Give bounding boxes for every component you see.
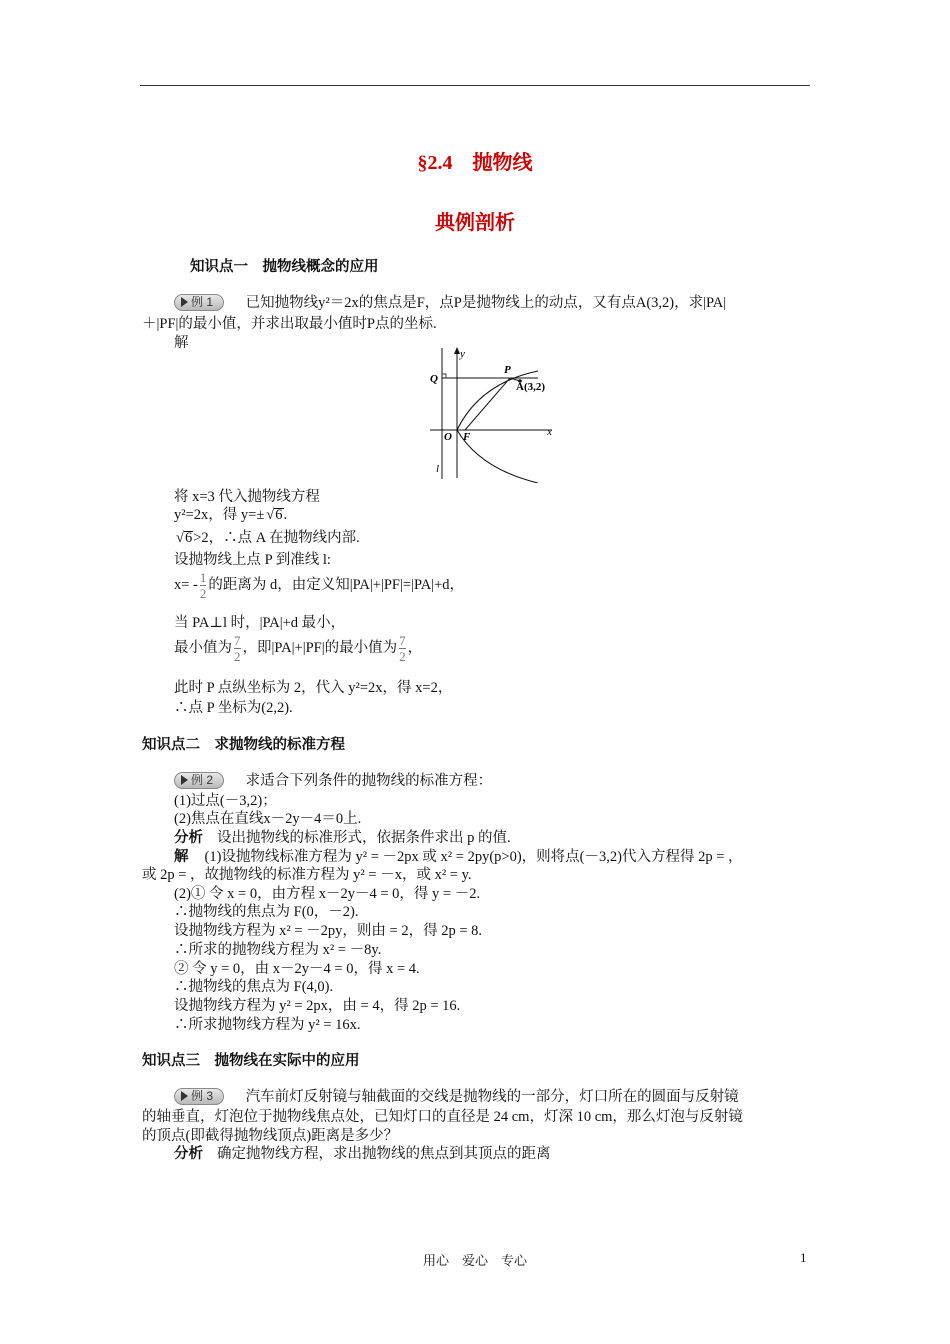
kp2-sol-line3: (2)① 令 x = 0，由方程 x－2y－4 = 0，得 y = －2. [174,886,481,902]
kp2-sol-line6: ∴所求的抛物线方程为 x² = －8y. [174,942,382,958]
kp2-sol-line10: ∴所求抛物线方程为 y² = 16x. [174,1017,361,1033]
section-subtitle: 典例剖析 [435,212,515,234]
play-icon [181,1091,188,1101]
kp3-heading: 知识点三 抛物线在实际中的应用 [142,1053,360,1069]
pf-segment [465,378,510,430]
kp2-q1: (1)过点(－3,2)； [174,793,277,809]
kp1-question-line2: ＋|PF|的最小值，并求出取最小值时P点的坐标. [142,316,437,332]
kp2-q2: (2)焦点在直线x－2y－4＝0上. [174,811,362,827]
kp3-analysis: 分析 确定抛物线方程，求出抛物线的焦点到其顶点的距离 [174,1146,551,1162]
header-rule [140,85,810,86]
example-badge: 例 3 [174,1088,224,1105]
kp2-heading: 知识点二 求抛物线的标准方程 [142,737,345,753]
kp1-heading: 知识点一 抛物线概念的应用 [190,259,379,275]
kp1-step9: ∴点 P 坐标为(2,2). [174,700,293,716]
kp2-analysis: 分析 设出抛物线的标准形式，依据条件求出 p 的值. [174,830,511,846]
kp2-sol-line8: ∴抛物线的焦点为 F(4,0). [174,979,334,995]
kp1-step6: 当 PA⊥l 时，|PA|+d 最小， [174,615,346,631]
label-o: O [444,431,452,443]
label-q: Q [430,373,438,385]
parabola-figure [420,343,570,483]
label-x: x [547,426,552,438]
label-f: F [463,431,471,443]
kp1-step4: 设抛物线上点 P 到准线 l: [174,552,331,568]
kp2-sol-line7: ② 令 y = 0，由 x－2y－4 = 0，得 x = 4. [174,961,420,977]
kp2-sol-line5: 设抛物线方程为 x² = －2py，则由 = 2，得 2p = 8. [174,923,483,939]
kp1-solution-label: 解 [174,335,189,351]
play-icon [181,775,188,785]
kp2-question: 例 2 求适合下列条件的抛物线的标准方程： [174,769,492,790]
kp1-step8: 此时 P 点纵坐标为 2，代入 y²=2x，得 x=2， [174,680,453,696]
kp1-step2: y²=2x，得 y=±√ 6. [174,503,287,524]
label-l: l [436,463,440,475]
kp3-question-line3: 的顶点(即截得抛物线顶点)距离是多少？ [142,1128,399,1144]
page-number: 1 [800,1250,807,1265]
kp1-step7: 最小值为 $\frac{7}{2}$ ，即|PA|+|PF|的最小值为 $\frac{7}{2}$ ， [174,633,423,664]
footer-text: 用心 爱心 专心 [422,1253,527,1268]
kp1-step1: 将 x=3 代入抛物线方程 [174,489,320,505]
kp3-question-line1: 例 3 汽车前灯反射镜与轴截面的交线是抛物线的一部分，灯口所在的圆面与反射镜 [174,1085,739,1106]
section-title: §2.4 抛物线 [417,152,533,174]
kp2-sol-line2: 或 2p = ，故抛物线的标准方程为 y² = －x，或 x² = y. [142,867,472,883]
play-icon [181,297,188,307]
kp1-step5: x= - $\frac{1}{2}$ 的距离为 d，由定义知|PA|+|PF|=|PA|+d， [174,570,465,601]
label-a: A(3,2) [516,381,546,393]
right-angle-mark [442,374,446,378]
example-badge: 例 1 [174,294,224,311]
kp2-sol-line4: ∴抛物线的焦点为 F(0，－2). [174,904,359,920]
kp1-question-line1: 例 1 已知抛物线y²＝2x的焦点是F，点P是抛物线上的动点，又有点A(3,2)，求|PA| [174,291,726,312]
kp2-sol-line1: 解 (1)设抛物线标准方程为 y² = －2px 或 x² = 2py(p>0)，则将点(－3,2)代入方程得 2p = ， [174,849,743,865]
kp2-sol-line9: 设抛物线方程为 y² = 2px，由 = 4，得 2p = 16. [174,998,461,1014]
label-y: y [460,348,465,360]
label-p: P [504,364,511,376]
example-badge: 例 2 [174,772,224,789]
kp1-step3: √ 6>2，∴点 A 在抛物线内部. [174,526,360,547]
kp3-question-line2: 的轴垂直，灯泡位于抛物线焦点处，已知灯口的直径是 24 cm，灯深 10 cm，那么灯泡与反射镜 [142,1109,743,1125]
